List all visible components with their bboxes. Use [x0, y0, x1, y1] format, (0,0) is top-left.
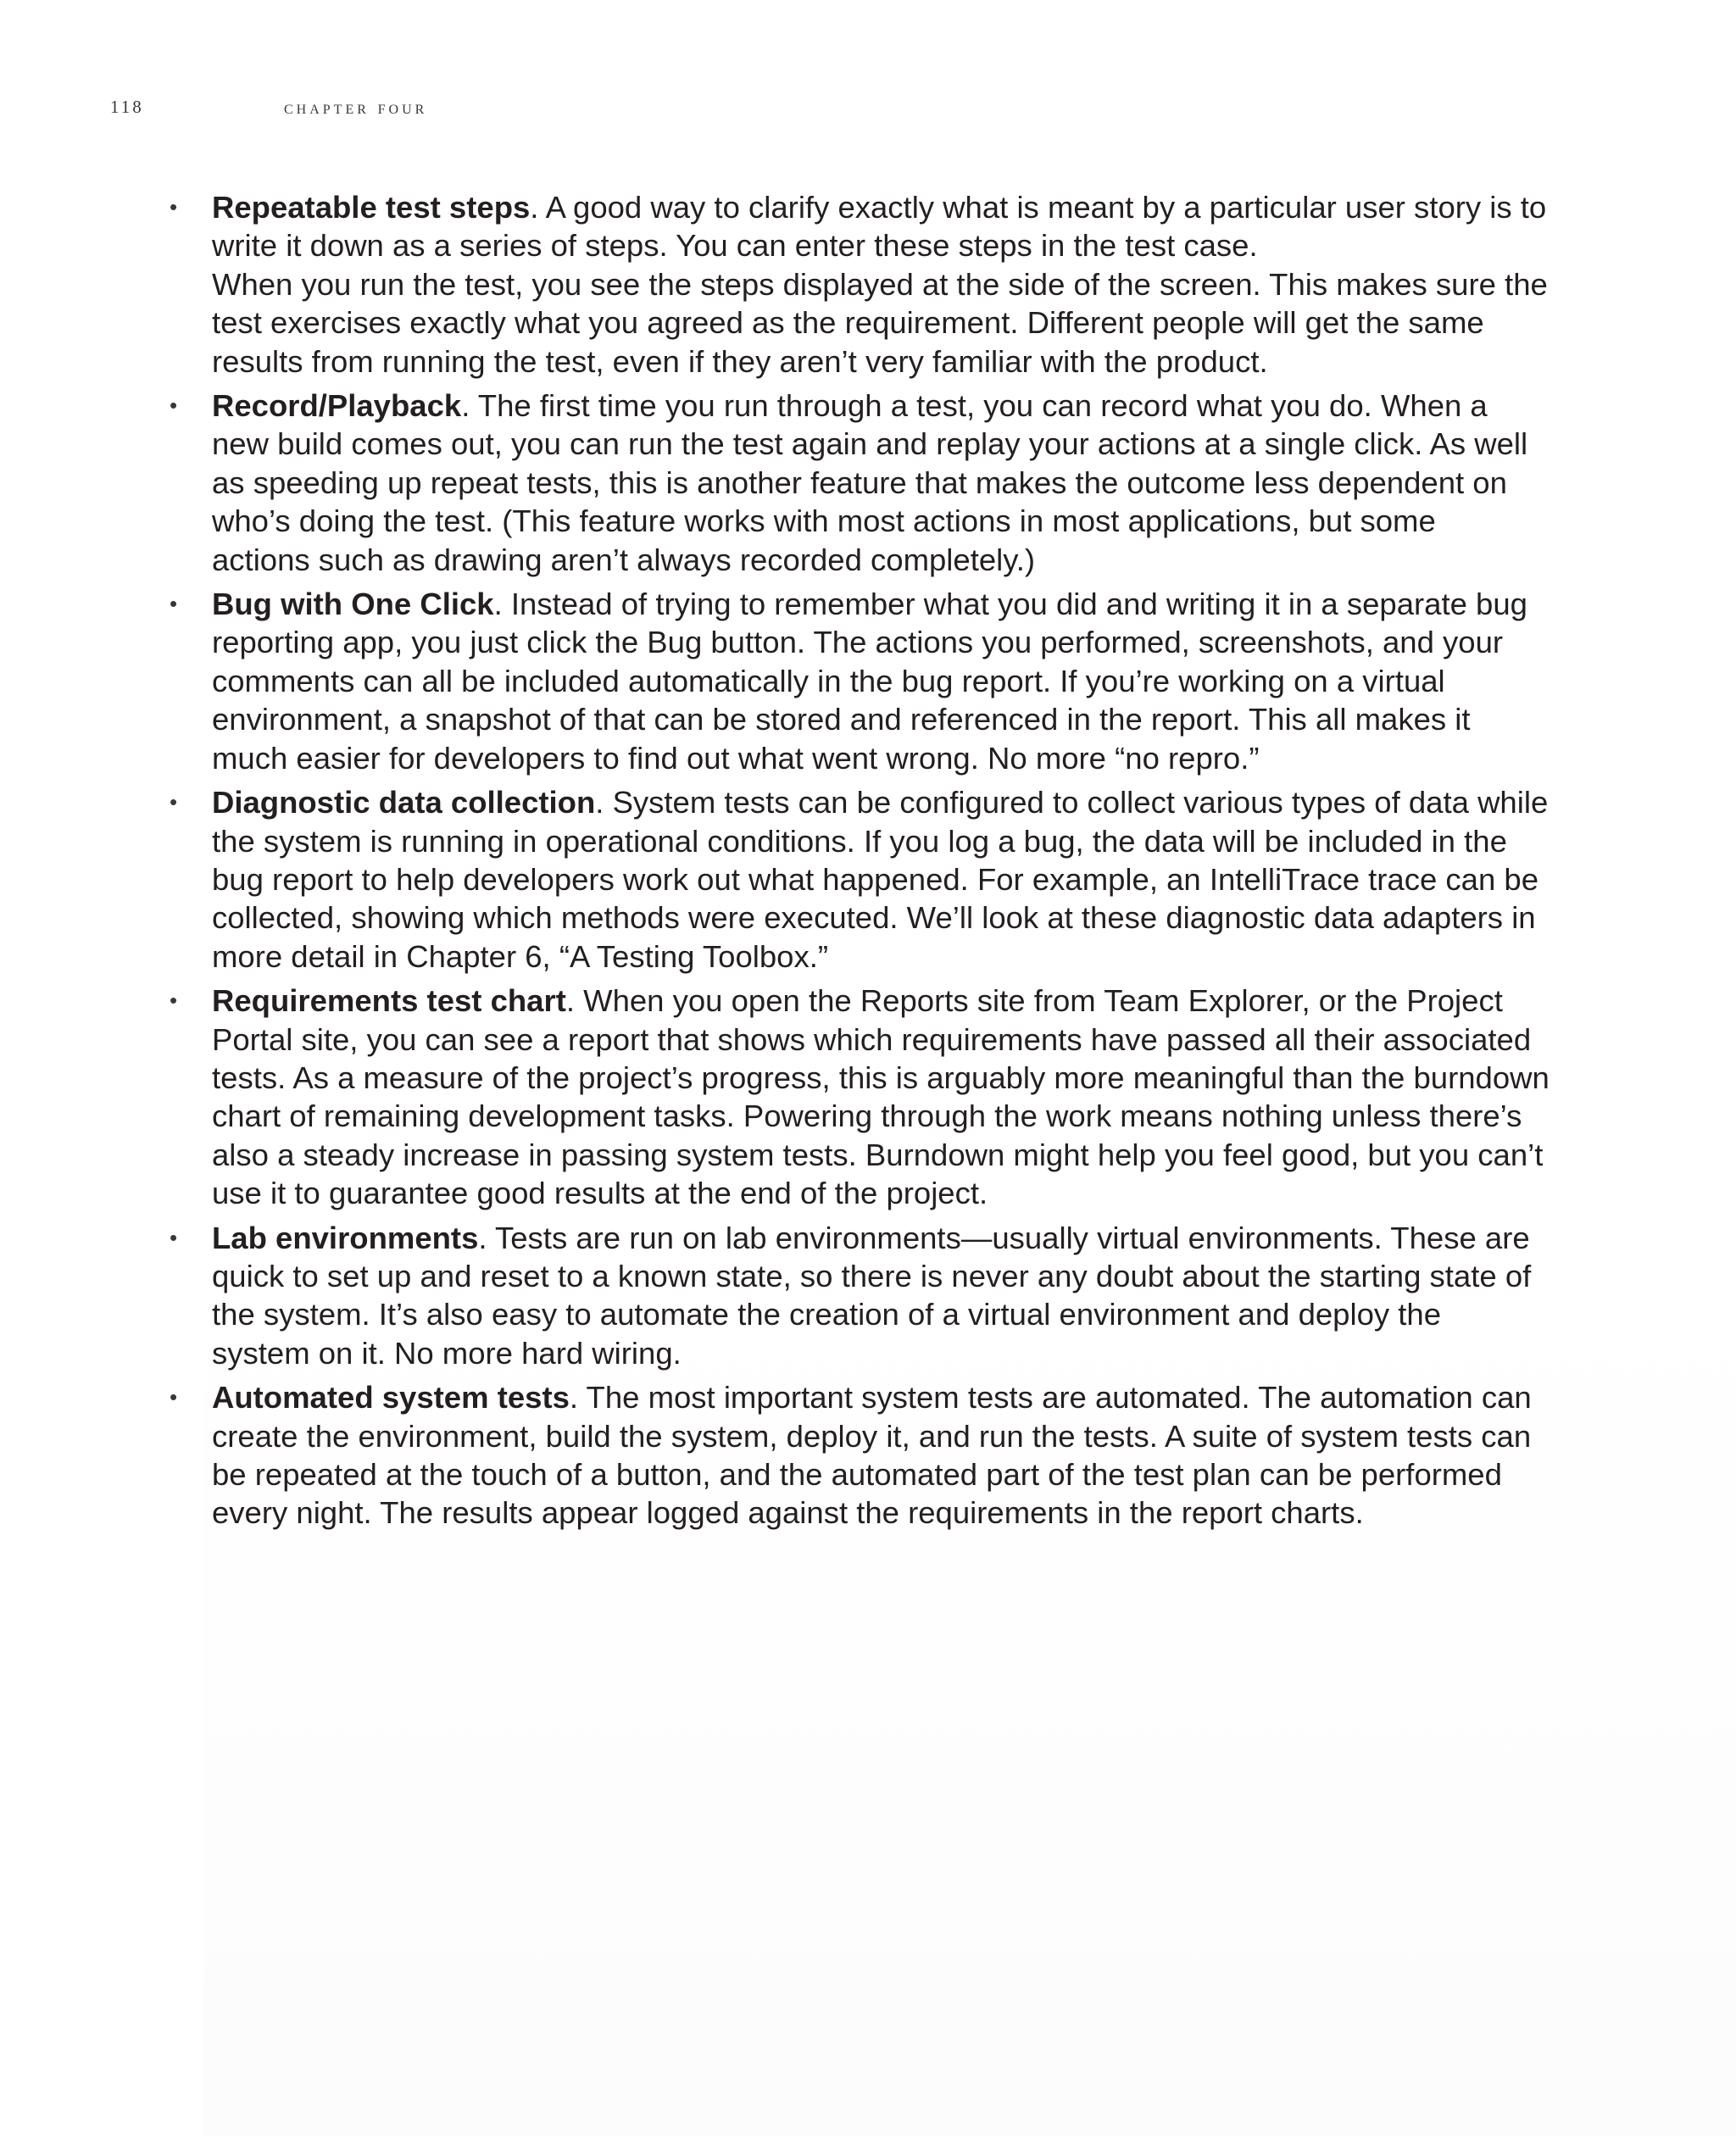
- bullet-term: Diagnostic data collection: [212, 785, 596, 820]
- bullet-item: [170, 387, 1568, 579]
- bullet-text: collected, showing which methods were executed. We’ll look at these diagnostic data adapters in: [212, 900, 1536, 936]
- text-line: [212, 1455, 1568, 1494]
- bullet-text: every night. The results appear logged against the requirements in the report charts.: [212, 1495, 1364, 1531]
- text-line: [212, 1059, 1568, 1097]
- bullet-text: comments can all be included automatically in the bug report. If you’re working on a virtual: [212, 663, 1445, 698]
- text-line: [212, 1021, 1568, 1059]
- text-line: [212, 464, 1568, 502]
- bullet-text: Portal site, you can see a report that shows which requirements have passed all their associated: [212, 1021, 1532, 1057]
- bullet-term: Lab environments: [212, 1220, 479, 1255]
- text-line: [212, 303, 1568, 342]
- bullet-text: reporting app, you just click the Bug button. The actions you performed, screenshots, and your: [212, 625, 1504, 660]
- bullet-text: system on it. No more hard wiring.: [212, 1335, 682, 1371]
- bullet-dot-icon: •: [170, 1224, 178, 1250]
- bullet-item: [170, 585, 1568, 777]
- bullet-dot-icon: •: [170, 392, 178, 419]
- bullet-dot-icon: •: [170, 194, 178, 220]
- bullet-text: the system is running in operational conditions. If you log a bug, the data will be included in the: [212, 823, 1507, 859]
- bullet-text: new build comes out, you can run the test again and replay your actions at a single click. As well: [212, 426, 1528, 462]
- bullet-text: tests. As a measure of the project’s progress, this is arguably more meaningful than the burndown: [212, 1060, 1550, 1095]
- bullet-term: Record/Playback: [212, 388, 462, 424]
- bullet-text: environment, a snapshot of that can be stored and referenced in the report. This all makes it: [212, 702, 1471, 737]
- bullet-item: [170, 982, 1568, 1212]
- text-line: [212, 700, 1568, 738]
- text-line: [212, 425, 1568, 463]
- bullet-text: as speeding up repeat tests, this is another feature that makes the outcome less dependent on: [212, 464, 1507, 500]
- text-line: [212, 585, 1568, 623]
- bullet-term: Automated system tests: [212, 1380, 570, 1416]
- bullet-term: Bug with One Click: [212, 587, 494, 622]
- bullet-text: actions such as drawing aren’t always recorded completely.): [212, 542, 1036, 577]
- text-line: [212, 662, 1568, 700]
- chapter-label: chapter four: [284, 97, 428, 118]
- text-line: [212, 265, 1568, 303]
- text-line: [212, 1136, 1568, 1174]
- text-line: [212, 822, 1568, 860]
- bullet-item: [170, 188, 1568, 381]
- bullet-text: also a steady increase in passing system tests. Burndown might help you feel good, but you can’t: [212, 1137, 1544, 1172]
- bullet-text: . Instead of trying to remember what you did and writing it in a separate bug: [493, 587, 1527, 622]
- bullet-text: . Tests are run on lab environments—usually virtual environments. These are: [478, 1220, 1530, 1255]
- feature-bullet-list: [170, 188, 1568, 1538]
- text-line: [212, 1417, 1568, 1455]
- text-line: [212, 982, 1568, 1020]
- text-line: [212, 1494, 1568, 1532]
- text-line: [212, 502, 1568, 540]
- bullet-text: chart of remaining development tasks. Powering through the work means nothing unless there’s: [212, 1099, 1522, 1134]
- bullet-dot-icon: •: [170, 987, 178, 1014]
- text-line: [212, 387, 1568, 425]
- text-line: [212, 1219, 1568, 1257]
- bullet-text: create the environment, build the system, deploy it, and run the tests. A suite of system tests can: [212, 1418, 1532, 1454]
- page-number: 118: [110, 97, 144, 117]
- text-line: [212, 783, 1568, 821]
- text-line: [212, 226, 1568, 264]
- bullet-term: Repeatable test steps: [212, 190, 531, 225]
- text-line: [212, 188, 1568, 226]
- bullet-text: . System tests can be configured to collect various types of data while: [595, 785, 1549, 820]
- bullet-text: much easier for developers to find out what went wrong. No more “no repro.”: [212, 740, 1260, 776]
- text-line: [212, 1334, 1568, 1372]
- bullet-text: test exercises exactly what you agreed as the requirement. Different people will get the same: [212, 305, 1484, 341]
- bullet-dot-icon: •: [170, 591, 178, 617]
- bullet-item: [170, 1378, 1568, 1532]
- bullet-dot-icon: •: [170, 1384, 178, 1410]
- bullet-text: more detail in Chapter 6, “A Testing Toolbox.”: [212, 938, 829, 974]
- bullet-item: [170, 1219, 1568, 1373]
- bullet-term: Requirements test chart: [212, 983, 566, 1019]
- bullet-text: quick to set up and reset to a known state, so there is never any doubt about the starting state of: [212, 1258, 1532, 1293]
- bullet-text: . The most important system tests are automated. The automation can: [569, 1380, 1532, 1416]
- text-line: [212, 937, 1568, 976]
- text-line: [212, 1378, 1568, 1416]
- bullet-text: When you run the test, you see the steps displayed at the side of the screen. This makes sure the: [212, 266, 1548, 302]
- text-line: [212, 898, 1568, 937]
- bullet-text: who’s doing the test. (This feature works with most actions in most applications, but some: [212, 503, 1436, 539]
- bullet-dot-icon: •: [170, 789, 178, 815]
- bullet-text: . A good way to clarify exactly what is meant by a particular user story is to: [530, 190, 1547, 225]
- text-line: [212, 342, 1568, 381]
- bullet-text: write it down as a series of steps. You can enter these steps in the test case.: [212, 228, 1258, 264]
- text-line: [212, 1097, 1568, 1135]
- text-line: [212, 1257, 1568, 1295]
- text-line: [212, 1295, 1568, 1333]
- bullet-text: bug report to help developers work out what happened. For example, an IntelliTrace trace can be: [212, 861, 1539, 897]
- bullet-text: use it to guarantee good results at the end of the project.: [212, 1176, 988, 1211]
- bullet-text: be repeated at the touch of a button, and the automated part of the test plan can be performed: [212, 1457, 1502, 1492]
- bullet-text: the system. It’s also easy to automate the creation of a virtual environment and deploy the: [212, 1297, 1442, 1332]
- bullet-text: results from running the test, even if they aren’t very familiar with the product.: [212, 343, 1268, 379]
- text-line: [212, 1174, 1568, 1212]
- bullet-item: [170, 783, 1568, 976]
- bullet-text: . The first time you run through a test, you can record what you do. When a: [461, 388, 1488, 424]
- text-line: [212, 623, 1568, 661]
- bullet-text: . When you open the Reports site from Team Explorer, or the Project: [565, 983, 1503, 1019]
- text-line: [212, 541, 1568, 579]
- text-line: [212, 860, 1568, 898]
- text-line: [212, 739, 1568, 777]
